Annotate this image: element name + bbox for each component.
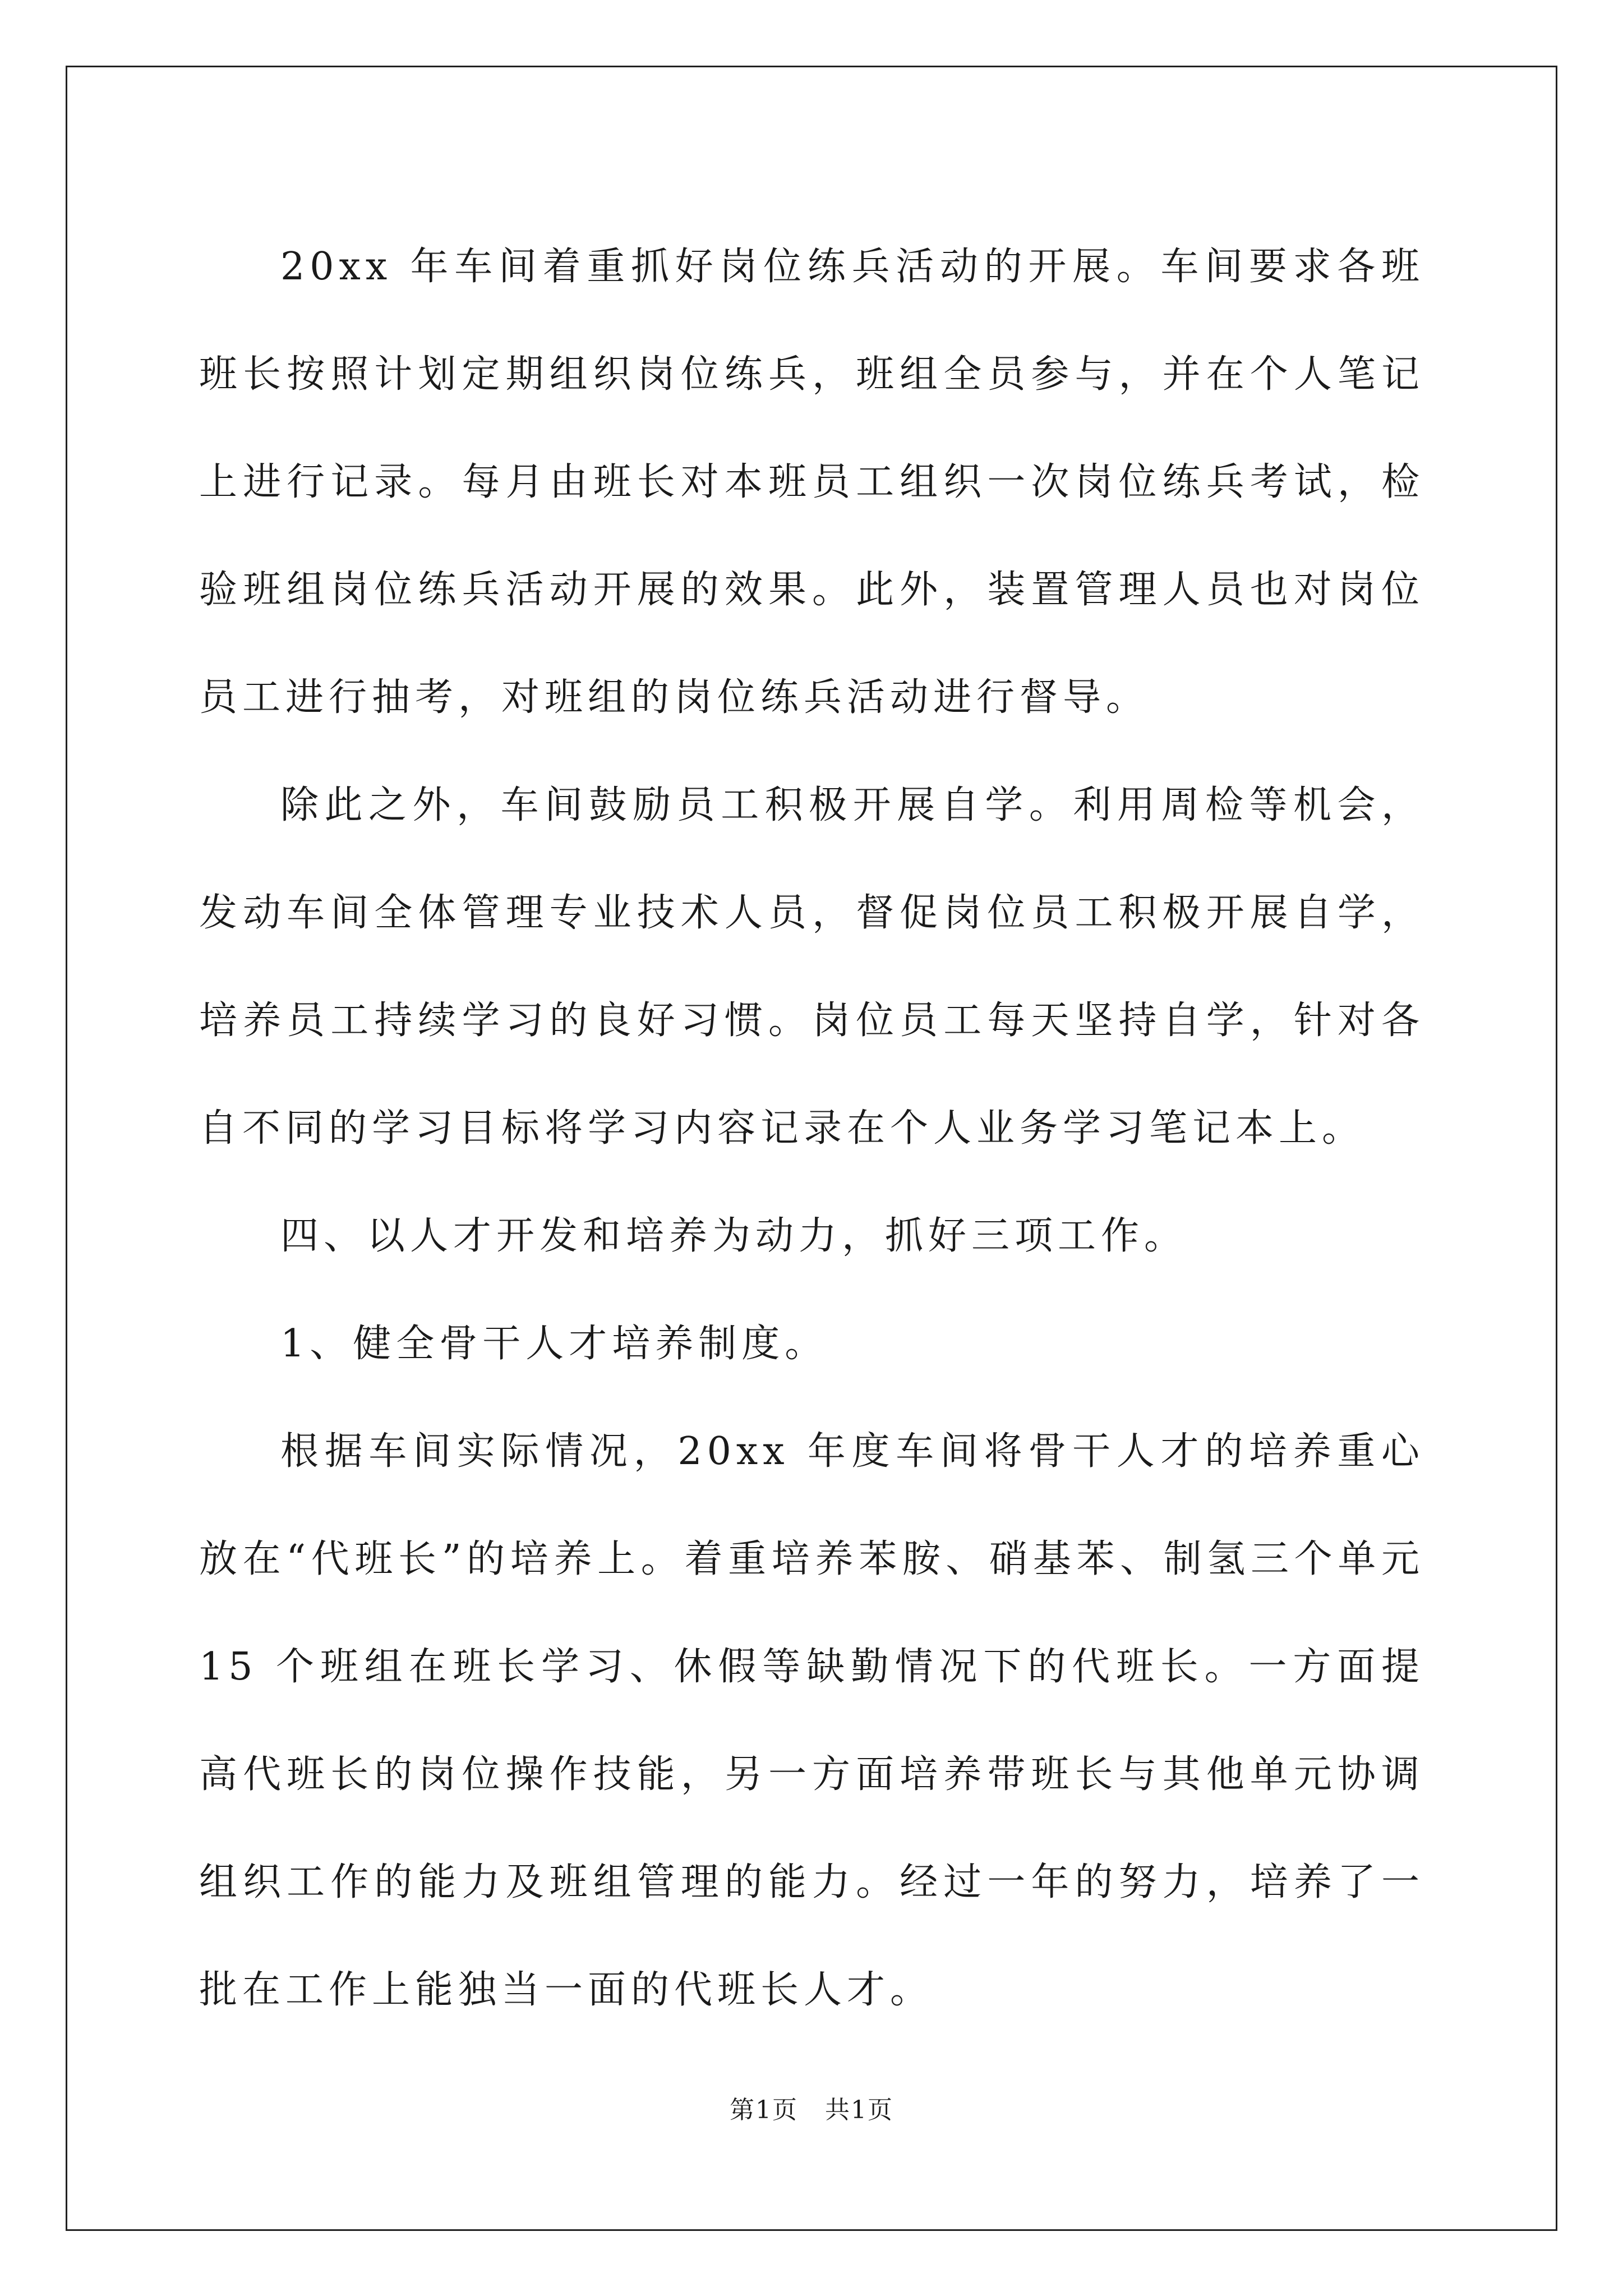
paragraph-3: 四、以人才开发和培养为动力，抓好三项工作。 (280, 1214, 1188, 1258)
footer-spacer (798, 2096, 825, 2124)
page-number-current: 第1页 (730, 2096, 799, 2124)
paragraph-4: 1、健全骨干人才培养制度。 (280, 1322, 828, 1366)
paragraph-5: 根据车间实际情况，20xx 年度车间将骨干人才的培养重心放在“代班长”的培养上。着重培养苯胺、硝基苯、制氢三个单元 15 个班组在班长学习、休假等缺勤情况下的代班长。一方面提高代班长的岗位操作技能，另一方面培养带班长与其他单元协调组织工作的能力及班组管理的能力。经过一年的努力，培养了一批在工作上能独当一面的代班长人才。 (199, 1429, 1424, 2012)
page-footer (0, 2090, 1623, 2125)
paragraph-1: 20xx 年车间着重抓好岗位练兵活动的开展。车间要求各班班长按照计划定期组织岗位练兵，班组全员参与，并在个人笔记上进行记录。每月由班长对本班员工组织一次岗位练兵考试，检验班组岗位练兵活动开展的效果。此外，装置管理人员也对岗位员工进行抽考，对班组的岗位练兵活动进行督导。 (199, 245, 1424, 720)
document-body (199, 213, 1424, 2044)
page-number-total: 共1页 (824, 2096, 893, 2124)
paragraph-2: 除此之外，车间鼓励员工积极开展自学。利用周检等机会，发动车间全体管理专业技术人员，督促岗位员工积极开展自学，培养员工持续学习的良好习惯。岗位员工每天坚持自学，针对各自不同的学习目标将学习内容记录在个人业务学习笔记本上。 (199, 783, 1424, 1151)
